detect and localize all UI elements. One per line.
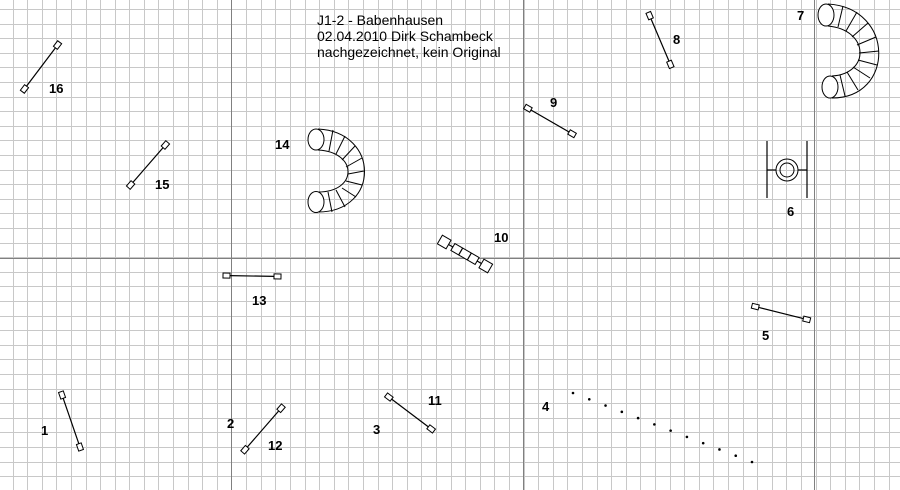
weave-pole <box>718 448 721 451</box>
label-13: 13 <box>252 293 267 308</box>
label-7: 7 <box>797 8 805 23</box>
label-4: 4 <box>542 399 550 414</box>
weave-pole <box>751 461 754 464</box>
label-12: 12 <box>268 438 283 453</box>
weave-pole <box>621 411 624 414</box>
label-8: 8 <box>673 32 681 47</box>
weave-poles-4 <box>572 392 754 464</box>
tunnel-7 <box>818 4 879 98</box>
label-11: 11 <box>428 393 442 408</box>
course-date-author: 02.04.2010 Dirk Schambeck <box>317 28 493 44</box>
jump-8 <box>646 11 674 68</box>
weave-pole <box>637 417 640 420</box>
weave-pole <box>588 398 591 401</box>
label-3: 3 <box>373 422 381 437</box>
label-2: 2 <box>227 416 235 431</box>
label-5: 5 <box>762 328 770 343</box>
label-9: 9 <box>550 95 558 110</box>
weave-pole <box>734 454 737 457</box>
course-note: nachgezeichnet, kein Original <box>317 44 501 60</box>
weave-pole <box>702 442 705 445</box>
weave-pole <box>669 429 672 432</box>
label-1: 1 <box>41 423 49 438</box>
weave-pole <box>653 423 656 426</box>
label-16: 16 <box>49 81 64 96</box>
label-15: 15 <box>155 177 170 192</box>
weave-pole <box>686 436 689 439</box>
weave-pole <box>604 404 607 407</box>
course-title: J1-2 - Babenhausen <box>317 12 444 28</box>
label-10: 10 <box>494 230 509 245</box>
weave-pole <box>572 392 575 395</box>
label-14: 14 <box>275 137 290 152</box>
label-6: 6 <box>787 204 795 219</box>
